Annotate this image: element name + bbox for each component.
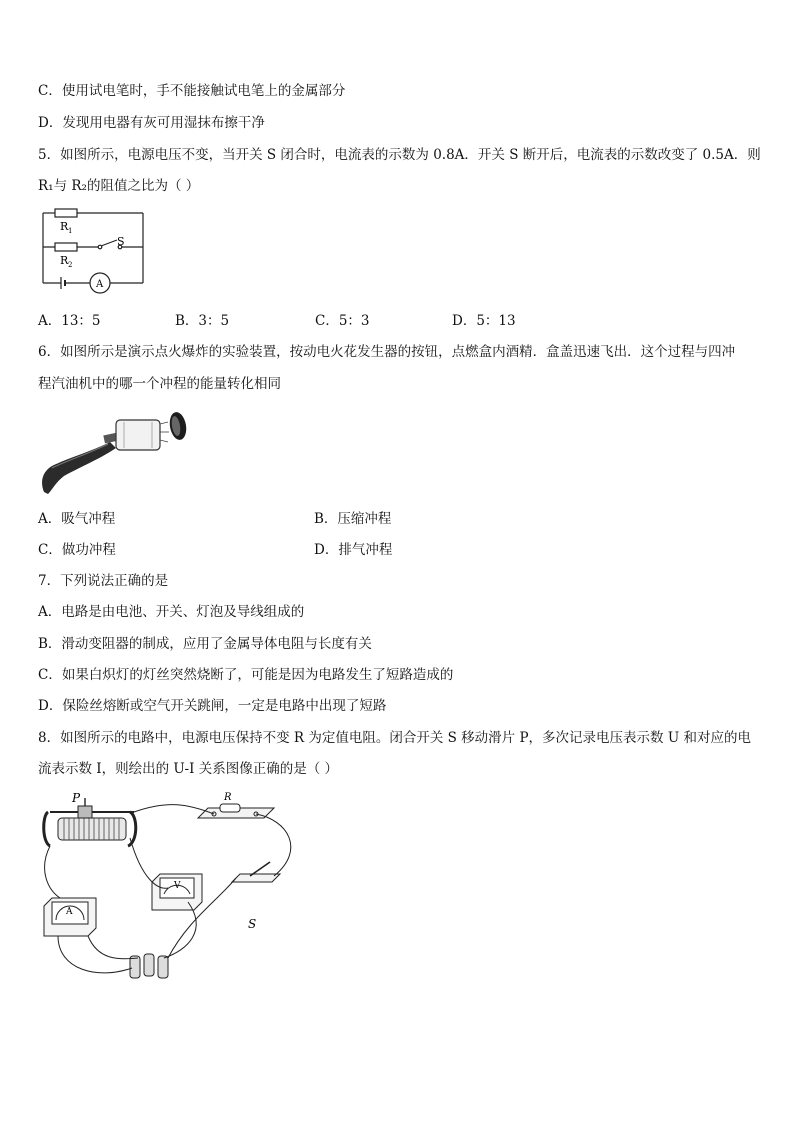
q8-voltmeter bbox=[152, 874, 202, 910]
svg-text:R: R bbox=[224, 792, 232, 803]
q7-option-b: B．滑动变阻器的制成，应用了金属导体电阻与长度有关 bbox=[38, 636, 372, 652]
q5-stem-line2: R₁与 R₂的阻值之比为（ ） bbox=[38, 178, 200, 194]
q4-option-d: D．发现用电器有灰可用湿抹布擦干净 bbox=[38, 115, 265, 131]
svg-text:P: P bbox=[72, 791, 81, 805]
q5-resistor-r1 bbox=[55, 209, 77, 217]
svg-text:V: V bbox=[174, 881, 181, 891]
q8-switch bbox=[232, 862, 280, 882]
q5-option-a: A．13：5 bbox=[38, 313, 101, 329]
q8-circuit-apparatus-illustration bbox=[38, 790, 308, 990]
q5-circuit-diagram bbox=[38, 205, 150, 297]
svg-text:2: 2 bbox=[68, 261, 73, 269]
q4-option-c: C．使用试电笔时，手不能接触试电笔上的金属部分 bbox=[38, 83, 346, 99]
q7-option-d: D．保险丝熔断或空气开关跳闸，一定是电路中出现了短路 bbox=[38, 698, 387, 714]
svg-text:A: A bbox=[96, 279, 104, 290]
svg-text:A: A bbox=[66, 907, 73, 917]
q5-resistor-r2 bbox=[55, 243, 77, 251]
q7-option-c: C．如果白炽灯的灯丝突然烧断了，可能是因为电路发生了短路造成的 bbox=[38, 667, 454, 683]
q6-stem-line1: 6．如图所示是演示点火爆炸的实验装置，按动电火花发生器的按钮，点燃盒内酒精．盒盖迅速飞出．这个过程与四冲 bbox=[38, 344, 736, 360]
q6-option-a: A．吸气冲程 bbox=[38, 511, 116, 527]
q6-ignition-device-illustration bbox=[38, 402, 198, 498]
svg-text:S: S bbox=[117, 235, 125, 248]
q6-stem-line2: 程汽油机中的哪一个冲程的能量转化相同 bbox=[38, 376, 281, 392]
q6-option-c: C．做功冲程 bbox=[38, 542, 116, 558]
q6-option-d: D．排气冲程 bbox=[314, 542, 393, 558]
q7-option-a: A．电路是由电池、开关、灯泡及导线组成的 bbox=[38, 604, 305, 620]
q6-option-b: B．压缩冲程 bbox=[314, 511, 392, 527]
svg-text:R: R bbox=[60, 220, 69, 233]
q8-battery bbox=[130, 954, 168, 978]
q8-ammeter bbox=[44, 898, 96, 936]
q5-stem-line1: 5．如图所示，电源电压不变，当开关 S 闭合时，电流表的示数为 0.8A．开关 S 断开后，电流表的示数改变了 0.5A．则 bbox=[38, 147, 761, 163]
svg-text:R: R bbox=[60, 254, 69, 267]
q7-stem: 7．下列说法正确的是 bbox=[38, 573, 169, 589]
q8-stem-line1: 8．如图所示的电路中，电源电压保持不变 R 为定值电阻。闭合开关 S 移动滑片 P，多次记录电压表示数 U 和对应的电 bbox=[38, 730, 752, 746]
q5-option-b: B．3：5 bbox=[175, 313, 230, 329]
svg-text:S: S bbox=[248, 917, 257, 931]
q5-option-d: D．5：13 bbox=[452, 313, 516, 329]
q5-option-c: C．5：3 bbox=[315, 313, 370, 329]
svg-text:1: 1 bbox=[68, 227, 73, 235]
q8-stem-line2: 流表示数 I，则绘出的 U-I 关系图像正确的是（ ） bbox=[38, 761, 339, 777]
q8-sliding-rheostat bbox=[44, 798, 136, 846]
